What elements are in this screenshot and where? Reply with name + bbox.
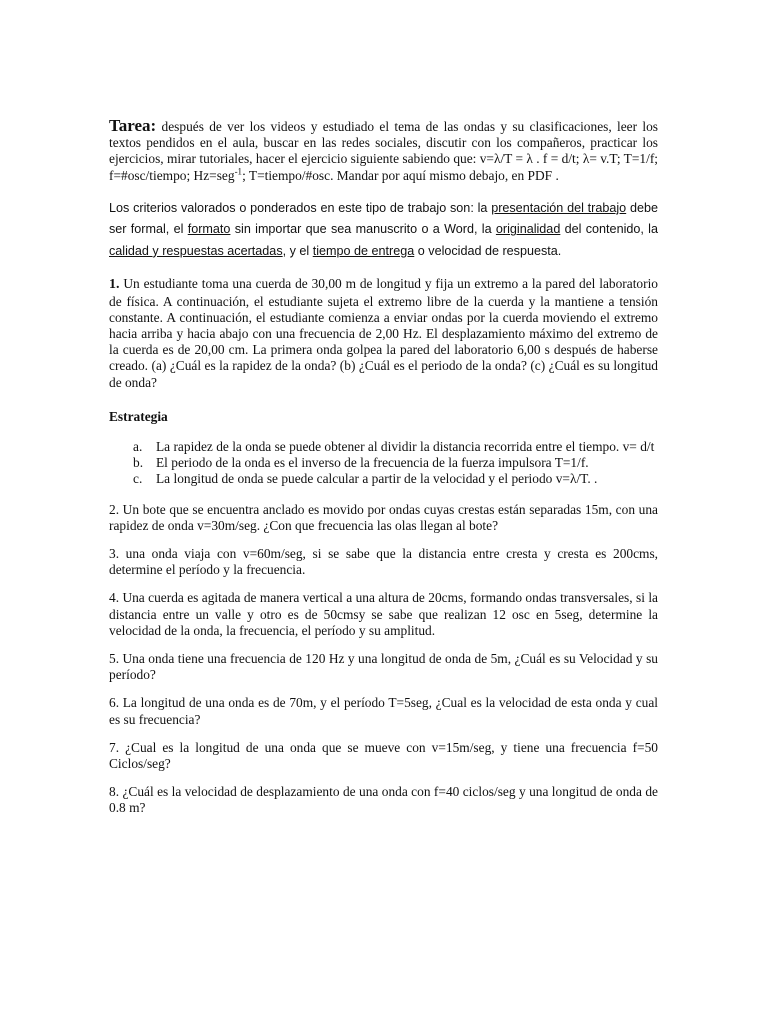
criterios-text-6: o velocidad de respuesta. [414,243,562,258]
document-content [109,118,658,817]
criterio-tiempo: tiempo de entrega [312,243,415,258]
tarea-tail: ; T=tiempo/#osc. Mandar por aquí mismo debajo, en PDF . [242,167,559,183]
tarea-superscript: -1 [234,166,243,177]
question-4: 4. Una cuerda es agitada de manera vertical a una altura de 20cms, formando ondas transversales, si la distancia entre un valle y otro es de 50cmsy se sabe que realizan 12 osc en 5seg, determine la velocidad de la onda, la frecuencia, el período y su amplitud. [109,590,658,638]
criterios-paragraph [109,198,658,263]
estrategia-title: Estrategia [109,408,168,424]
list-item [109,439,658,455]
list-marker: c. [133,471,143,487]
question-5: 5. Una onda tiene una frecuencia de 120 Hz y una longitud de onda de 5m, ¿Cuál es su Velocidad y su período? [109,650,658,683]
problem-1 [109,276,658,390]
criterios-text-3: sin importar que sea manuscrito o a Word, la [230,222,496,237]
question-6: 6. La longitud de una onda es de 70m, y el período T=5seg, ¿Cual es la velocidad de esta onda y cual es su frecuencia? [109,695,658,727]
list-item [109,471,658,487]
list-item-text: El periodo de la onda es el inverso de la frecuencia de la fuerza impulsora T=1/f. [156,455,589,471]
criterios-text-1: Los criterios valorados o ponderados en este tipo de trabajo son: la [109,200,492,215]
criterio-calidad: calidad y respuestas acertadas [109,243,283,258]
tarea-paragraph [109,118,658,184]
list-item [109,455,658,471]
criterio-formato: formato [187,222,231,237]
question-3: 3. una onda viaja con v=60m/seg, si se sabe que la distancia entre cresta y cresta es 200cms, determine el período y la frecuencia. [109,545,658,578]
tarea-heading: Tarea: [109,116,157,135]
criterio-presentacion: presentación del trabajo [491,200,627,215]
estrategia-list [109,439,658,488]
tarea-text: después de ver los videos y estudiado el tema de las ondas y su clasificaciones, leer los textos pendidos en el aula, buscar en las redes sociales, discutir con los compañeros, practicar los ejercicios, mirar tutoriales, hacer el ejercicio siguiente sabiendo que: v=λ/T = λ . f = d/t; λ= v.T; T=1/f; f=#osc/tiempo; Hz=seg [109,119,658,183]
criterios-text-5: , y el [282,243,313,258]
question-2: 2. Un bote que se encuentra anclado es movido por ondas cuyas crestas están separadas 15m, con una rapidez de onda v=30m/seg. ¿Con que frecuencia las olas llegan al bote? [109,501,658,533]
criterios-text-4: del contenido, la [560,222,658,237]
problem-1-number: 1. [109,277,120,293]
question-7: 7. ¿Cual es la longitud de una onda que se mueve con v=15m/seg, y tiene una frecuencia f=50 Ciclos/seg? [109,739,658,771]
list-marker: a. [133,438,143,454]
question-8: 8. ¿Cuál es la velocidad de desplazamiento de una onda con f=40 ciclos/seg y una longitud de onda de 0.8 m? [109,784,658,816]
criterio-originalidad: originalidad [495,222,561,237]
list-item-text: La rapidez de la onda se puede obtener al dividir la distancia recorrida entre el tiempo. v= d/t [156,438,655,454]
list-item-text: La longitud de onda se puede calcular a partir de la velocidad y el periodo v=λ/T. . [156,471,598,487]
criterios-text-2: debe ser formal, el [109,200,658,237]
list-marker: b. [133,455,144,471]
problem-1-text: Un estudiante toma una cuerda de 30,00 m de longitud y fija un extremo a la pared del laboratorio de física. A continuación, el estudiante sujeta el extremo libre de la cuerda y la mantiene a tensión constante. A continuación, el estudiante comienza a enviar ondas por la cuerda moviendo el extremo hacia arriba y hacia abajo con una frecuencia de 2,00 Hz. El desplazamiento máximo del extremo de la cuerda es de 20,00 cm. La primera onda golpea la pared del laboratorio 6,00 s después de haberse creado. (a) ¿Cuál es la rapidez de la onda? (b) ¿Cuál es el periodo de la onda? (c) ¿Cuál es su longitud de onda? [109,276,658,390]
